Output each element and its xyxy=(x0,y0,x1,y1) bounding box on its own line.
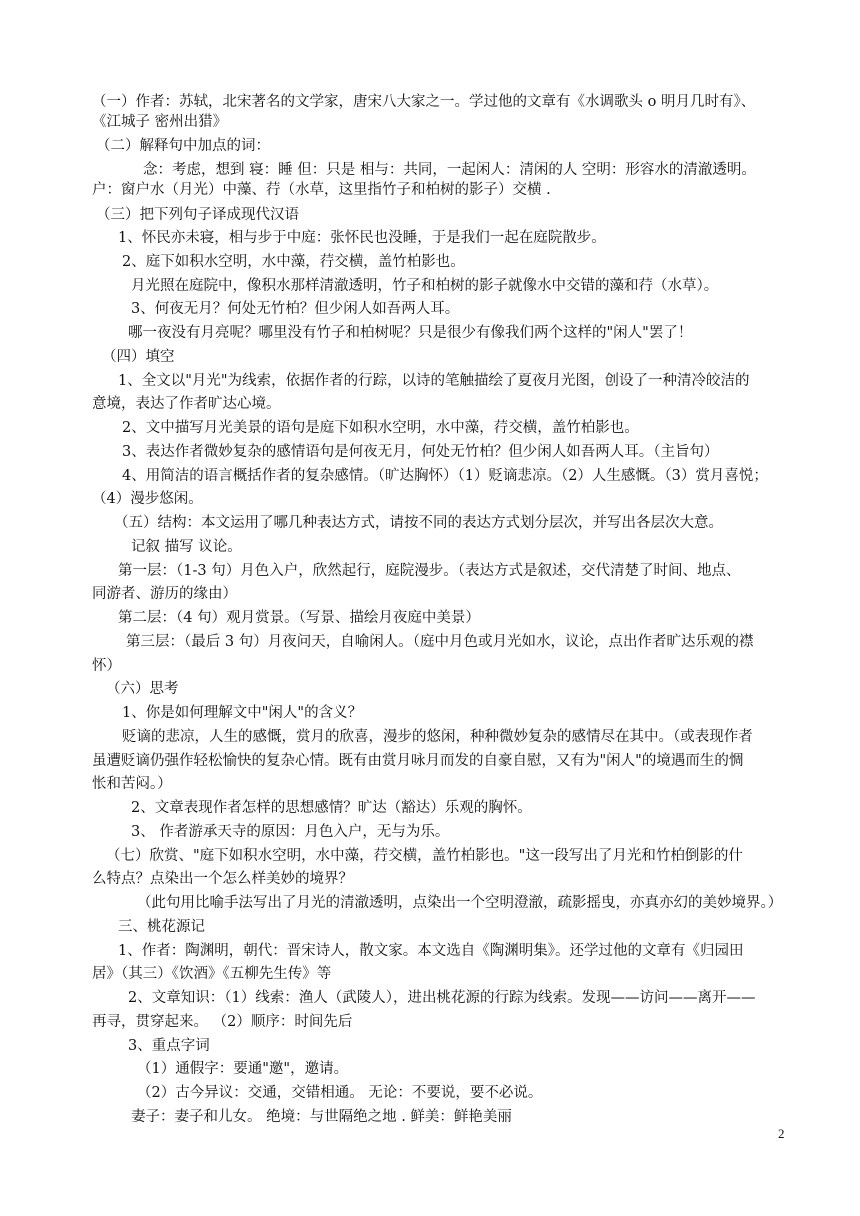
text-line: 4、用简洁的语言概括作者的复杂感情。（旷达胸怀）（1）贬谪悲凉。（2）人生感慨。（3）赏月喜悦； xyxy=(122,468,768,484)
text-line: 么特点？点染出一个怎么样美妙的境界？ xyxy=(92,871,353,887)
text-line: 第二层：（4 句）观月赏景。（写景、描绘月夜庭中美景） xyxy=(118,610,480,626)
text-line: 月光照在庭院中，像积水那样清澈透明，竹子和柏树的影子就像水中交错的藻和荇（水草）。 xyxy=(131,278,719,294)
text-line: 1、作者：陶渊明，朝代：晋宋诗人，散文家。本文选自《陶渊明集》。还学过他的文章有《归园田 xyxy=(118,943,744,959)
text-line: 贬谪的悲凉，人生的感慨，赏月的欣喜，漫步的悠闲，种种微妙复杂的感情尽在其中。（或表现作者 xyxy=(122,729,753,745)
text-line: （此句用比喻手法写出了月光的清澈透明，点染出一个空明澄澈，疏影摇曳，亦真亦幻的美妙境界。） xyxy=(137,895,783,911)
text-line: 户：窗户水（月光）中藻、荇（水草，这里指竹子和柏树的影子）交横 . xyxy=(92,182,551,198)
text-line: 2、文章知识：（1）线索：渔人（武陵人），进出桃花源的行踪为线索。发现——访问——离开—— xyxy=(128,990,756,1006)
text-line: 怀） xyxy=(92,658,121,674)
text-line: （二）解释句中加点的词： xyxy=(96,138,270,154)
text-line: 第一层：（1-3 句）月色入户，欣然起行，庭院漫步。（表达方式是叙述，交代清楚了时间、地点、 xyxy=(118,563,741,579)
text-line: 念：考虑，想到 寝：睡 但：只是 相与：共同，一起闲人：清闲的人 空明：形容水的清澈透明。 xyxy=(143,162,756,178)
text-line: 哪一夜没有月亮呢？哪里没有竹子和柏树呢？只是很少有像我们两个这样的"闲人"罢了！ xyxy=(128,325,693,341)
text-line: 3、表达作者微妙复杂的感情语句是何夜无月，何处无竹柏？但少闲人如吾两人耳。（主旨句） xyxy=(122,444,719,460)
text-line: 再寻，贯穿起来。 （2）顺序：时间先后 xyxy=(92,1014,353,1030)
text-line: 第三层：（最后 3 句）月夜问天，自喻闲人。（庭中月色或月光如水，议论，点出作者旷达乐观的襟 xyxy=(126,634,754,650)
text-line: 三、桃花源记 xyxy=(118,919,205,935)
text-line: （四）填空 xyxy=(102,349,175,365)
text-line: （六）思考 xyxy=(106,681,179,697)
text-line: （七）欣赏、"庭下如积水空明，水中藻，荇交横，盖竹柏影也。"这一段写出了月光和竹柏倒影的什 xyxy=(106,848,743,864)
text-line: 虽遭贬谪仍强作轻松愉快的复杂心情。既有由赏月咏月而发的自豪自慰，又有为"闲人"的境遇而生的惆 xyxy=(92,753,744,769)
text-line: （五）结构：本文运用了哪几种表达方式，请按不同的表达方式划分层次，并写出各层次大意。 xyxy=(114,515,723,531)
text-line: 意境，表达了作者旷达心境。 xyxy=(92,396,281,412)
text-line: 1、你是如何理解文中"闲人"的含义？ xyxy=(122,705,363,721)
text-line: 2、庭下如积水空明，水中藻，荇交横，盖竹柏影也。 xyxy=(122,254,465,270)
text-line: 1、怀民亦未寝，相与步于中庭：张怀民也没睡，于是我们一起在庭院散步。 xyxy=(118,230,606,246)
text-line: 3、何夜无月？何处无竹柏？但少闲人如吾两人耳。 xyxy=(131,301,460,317)
text-line: 同游者、游历的缘由） xyxy=(92,586,237,602)
page-number: 2 xyxy=(778,1126,785,1141)
text-line: 1、全文以"月光"为线索，依据作者的行踪，以诗的笔触描绘了夏夜月光图，创设了一种清冷皎洁的 xyxy=(118,373,750,389)
text-line: （一）作者：苏轼，北宋著名的文学家，唐宋八大家之一。学过他的文章有《水调歌头 o 明月几时有》、 xyxy=(92,94,756,110)
text-line: 3、 作者游承天寺的原因：月色入户，无与为乐。 xyxy=(131,824,450,840)
text-line: 记叙 描写 议论。 xyxy=(131,539,242,555)
text-line: 3、重点字词 xyxy=(128,1038,210,1054)
text-line: （4）漫步悠闲。 xyxy=(92,491,203,507)
text-line: （2）古今异议：交通，交错相通。 无论：不要说，要不必说。 xyxy=(137,1085,543,1101)
text-line: 2、文中描写月光美景的语句是庭下如积水空明，水中藻，荇交横，盖竹柏影也。 xyxy=(122,420,639,436)
text-line: 2、文章表现作者怎样的思想感情？旷达（豁达）乐观的胸怀。 xyxy=(131,800,532,816)
text-line: 妻子：妻子和儿女。 绝境：与世隔绝之地 . 鲜美：鲜艳美丽 xyxy=(131,1109,512,1125)
text-line: 居》（其三）《饮酒》《五柳先生传》等 xyxy=(92,966,332,982)
text-line: 怅和苦闷。） xyxy=(92,776,172,792)
text-line: 《江城子 密州出猎》 xyxy=(92,114,228,130)
text-line: （1）通假字：要通"邀"，邀请。 xyxy=(137,1061,349,1077)
text-line: （三）把下列句子译成现代汉语 xyxy=(96,207,299,223)
